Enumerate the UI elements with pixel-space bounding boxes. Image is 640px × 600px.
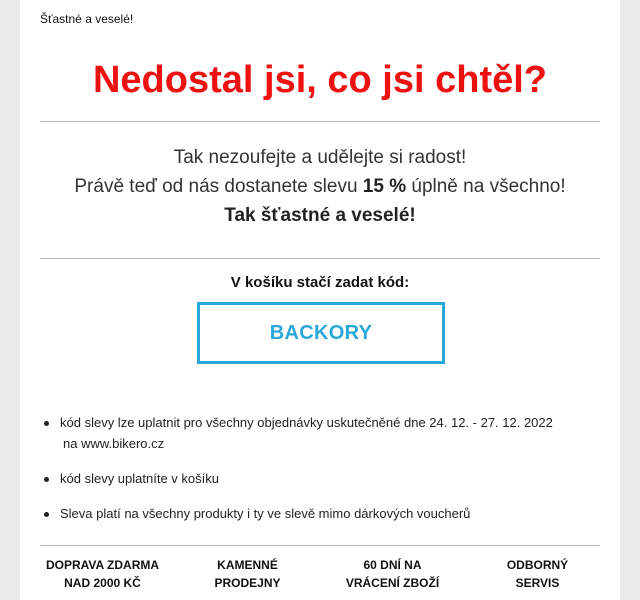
divider xyxy=(40,545,600,546)
intro-line-1: Tak nezoufejte a udělejte si radost! xyxy=(173,147,467,168)
divider xyxy=(40,121,600,122)
feature-service[interactable] xyxy=(465,556,610,592)
feature-line-1: ODBORNÝ xyxy=(506,558,569,572)
feature-line-1: 60 DNÍ NA xyxy=(363,558,422,572)
feature-line-1: DOPRAVA ZDARMA xyxy=(45,558,160,572)
feature-line-2: VRÁCENÍ ZBOŽÍ xyxy=(345,576,440,590)
preheader-text: Šťastné a veselé! xyxy=(40,12,134,26)
intro-line-2 xyxy=(20,172,620,201)
term-text-website: na www.bikero.cz xyxy=(63,436,165,451)
feature-stores[interactable] xyxy=(175,556,320,592)
term-text: kód slevy uplatníte v košíku xyxy=(60,471,219,486)
feature-line-1: KAMENNÉ xyxy=(217,558,278,572)
divider xyxy=(40,258,600,259)
intro-line-3 xyxy=(20,201,620,230)
features-bar xyxy=(30,556,610,592)
discount-code-box[interactable]: BACKORY xyxy=(197,302,445,364)
headline: Nedostal jsi, co jsi chtěl? xyxy=(92,59,547,101)
code-label: V košíku stačí zadat kód: xyxy=(230,274,410,291)
term-text: kód slevy lze uplatnit pro všechny objednávky uskutečněné dne 24. 12. - 27. 12. 2022 xyxy=(60,415,553,430)
feature-line-2: SERVIS xyxy=(515,576,560,590)
bullet-icon xyxy=(44,477,49,482)
terms-list xyxy=(40,412,600,538)
email-body xyxy=(20,0,620,600)
intro-text xyxy=(20,143,620,230)
term-text: Sleva platí na všechny produkty i ty ve slevě mimo dárkových voucherů xyxy=(60,506,471,521)
feature-free-shipping[interactable] xyxy=(30,556,175,592)
feature-line-2: PRODEJNY xyxy=(214,576,281,590)
bullet-icon xyxy=(44,421,49,426)
list-item xyxy=(40,468,600,489)
list-item xyxy=(40,412,600,454)
greeting-bold: Tak šťastné a veselé! xyxy=(224,205,416,226)
intro-line-2-after: úplně na všechno! xyxy=(406,176,566,197)
feature-returns[interactable] xyxy=(320,556,465,592)
discount-value: 15 % xyxy=(362,176,407,197)
bullet-icon xyxy=(44,512,49,517)
feature-line-2: NAD 2000 KČ xyxy=(64,576,141,590)
list-item xyxy=(40,503,600,524)
intro-line-2-before: Právě teď od nás dostanete slevu xyxy=(74,176,363,197)
